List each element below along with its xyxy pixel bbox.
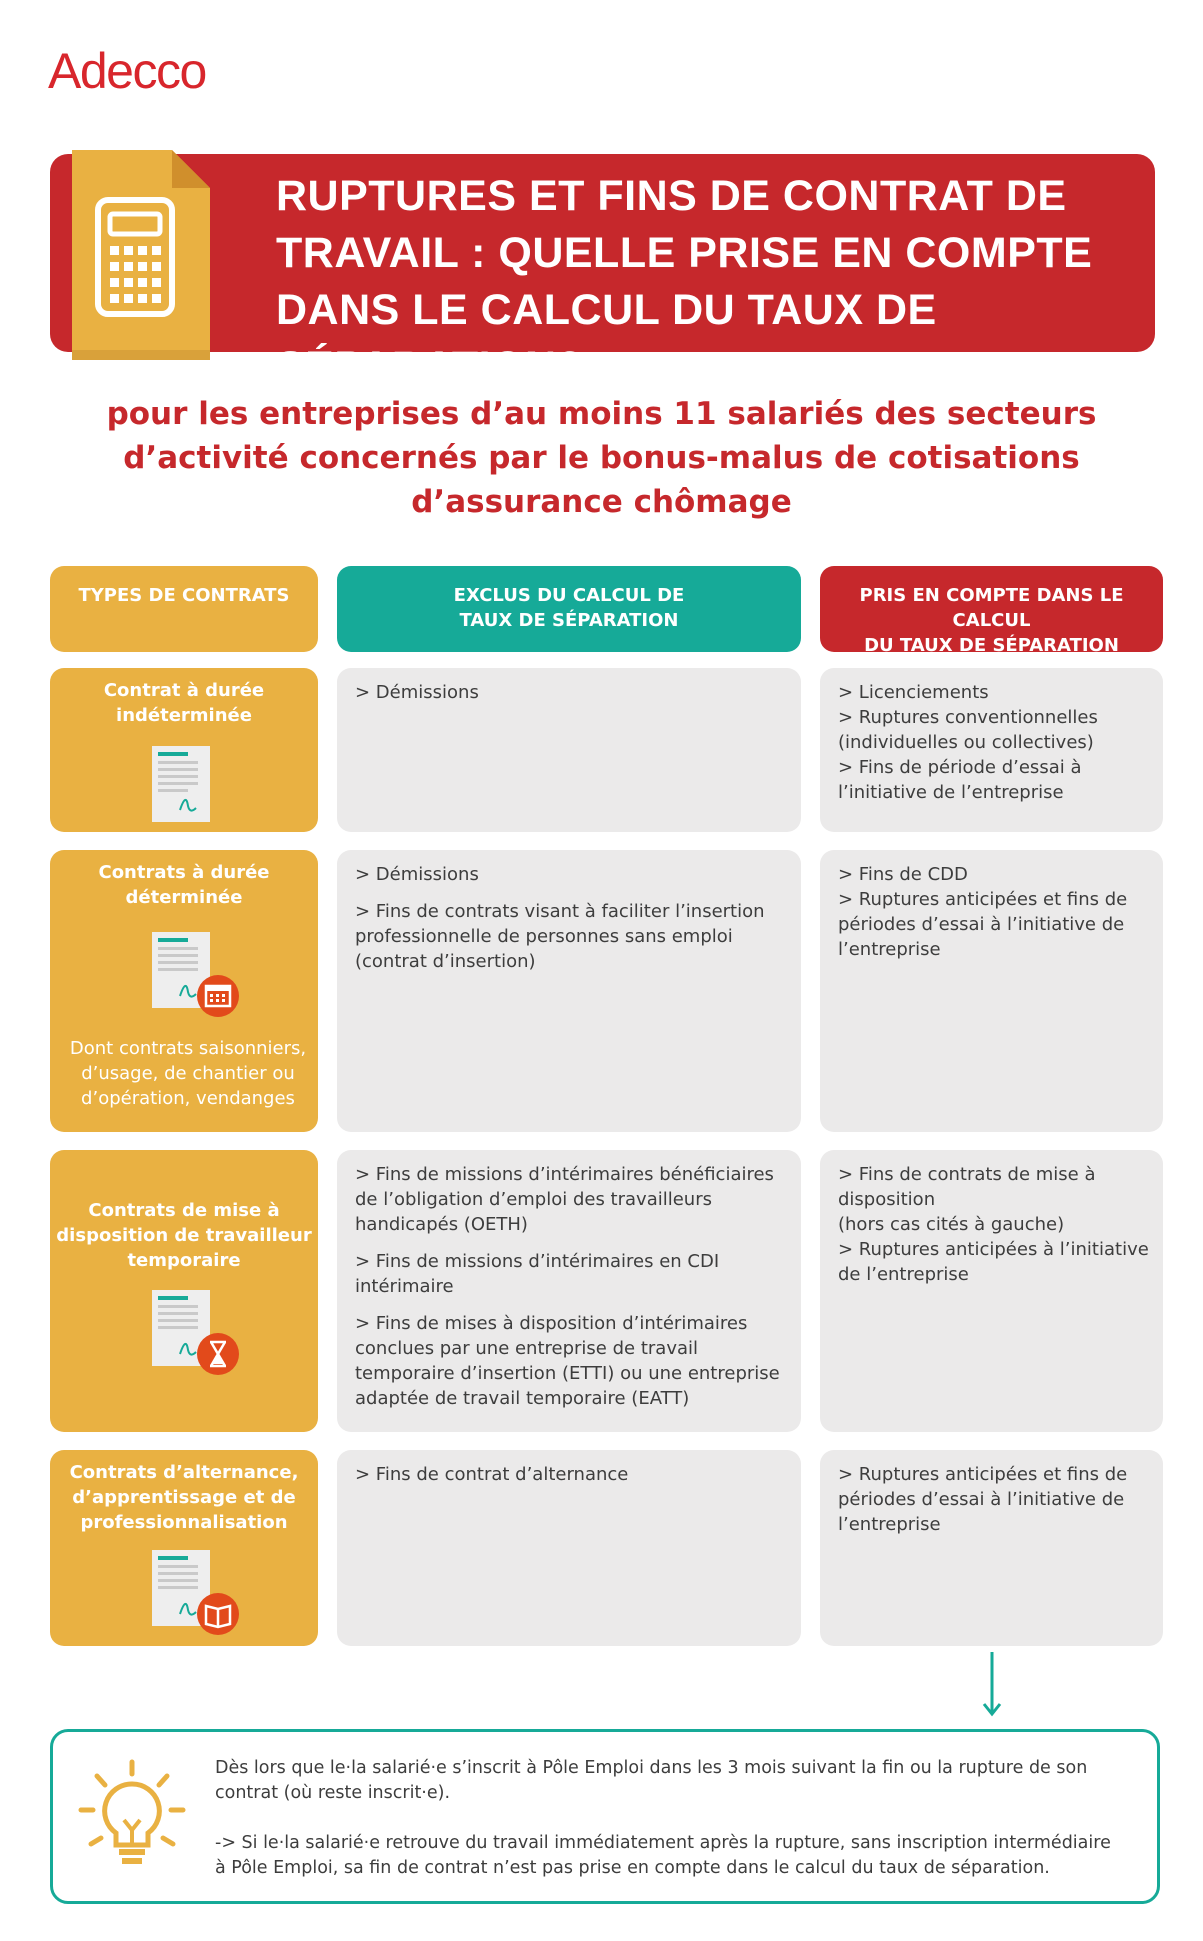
type-title-line3: temporaire (127, 1250, 241, 1271)
contract-document-icon (148, 742, 238, 832)
excluded-cell-cdd (337, 850, 801, 1132)
page-title: RUPTURES ET FINS DE CONTRAT DE TRAVAIL : QUELLE PRISE EN COMPTE DANS LE CALCUL DU TAUX DE SÉPARATION? (276, 172, 1093, 391)
header-excluded-line2: TAUX DE SÉPARATION (459, 610, 679, 631)
included-item: (hors cas cités à gauche) (838, 1214, 1065, 1235)
type-title-line1: Contrats de mise à (88, 1200, 280, 1221)
footer-line2: -> Si le·la salarié·e retrouve du travail immédiatement après la rupture, sans inscription intermédiaire à Pôle Emploi, sa fin de contrat n’est pas prise en compte dans le calcul du taux de séparation. (215, 1833, 1111, 1878)
title-banner (50, 154, 1155, 391)
header-included (820, 566, 1163, 656)
type-title-line3: professionnalisation (80, 1512, 288, 1533)
included-cell-alternance (820, 1450, 1163, 1646)
type-cell-alternance (50, 1450, 318, 1646)
contract-hourglass-icon (148, 1286, 260, 1386)
type-cell-interim (50, 1150, 318, 1432)
type-title-line2: disposition de travailleur (56, 1225, 312, 1246)
contract-book-icon (148, 1546, 260, 1646)
included-item: > Fins de contrats de mise à disposition (838, 1164, 1096, 1210)
header-included-line1: PRIS EN COMPTE DANS LE CALCUL (859, 585, 1124, 631)
included-cell-interim (820, 1150, 1163, 1432)
header-excluded-line1: EXCLUS DU CALCUL DE (453, 585, 685, 606)
type-title-line2: déterminée (125, 887, 243, 908)
included-item: > Ruptures anticipées et fins de périodes d’essai à l’initiative de l’entreprise (838, 889, 1128, 960)
type-note: Dont contrats saisonniers, d’usage, de chantier ou d’opération, vendanges (69, 1038, 307, 1109)
excluded-item: > Démissions (355, 864, 479, 885)
included-cell-cdd (820, 850, 1163, 1132)
header-types (50, 566, 318, 652)
header-excluded (337, 566, 801, 652)
excluded-item: > Fins de missions d’intérimaires en CDI intérimaire (355, 1251, 720, 1297)
subtitle: pour les entreprises d’au moins 11 salariés des secteurs d’activité concernés par le bonus-malus de cotisations d’assurance chômage (106, 396, 1097, 520)
type-cell-cdi (50, 668, 318, 832)
included-item: > Fins de CDD (838, 864, 968, 885)
type-title-line1: Contrat à durée (103, 680, 265, 701)
type-title-line1: Contrats à durée (98, 862, 270, 883)
type-title-line1: Contrats d’alternance, (69, 1462, 299, 1483)
excluded-item: > Fins de mises à disposition d’intérimaires conclues par une entreprise de travail temporaire d’insertion (ETTI) ou une entreprise adaptée de travail temporaire (EATT) (355, 1313, 780, 1409)
included-item: > Fins de période d’essai à l’initiative de l’entreprise (838, 757, 1082, 803)
header-included-line2: DU TAUX DE SÉPARATION (864, 635, 1119, 656)
excluded-cell-interim (337, 1150, 801, 1432)
calculator-document-icon (72, 142, 210, 364)
excluded-cell-alternance (337, 1450, 801, 1646)
included-item: > Ruptures anticipées et fins de périodes d’essai à l’initiative de l’entreprise (838, 1464, 1128, 1535)
excluded-cell-cdi (337, 668, 801, 832)
arrow-down-icon (982, 1652, 1002, 1722)
included-item: > Ruptures conventionnelles (individuelles ou collectives) (838, 707, 1098, 753)
excluded-item: > Démissions (355, 682, 479, 703)
footer-line1: Dès lors que le·la salarié·e s’inscrit à Pôle Emploi dans les 3 mois suivant la fin ou la rupture de son contrat (où reste inscrit·e). (215, 1758, 1088, 1803)
footer-note (50, 1729, 1160, 1904)
excluded-item: > Fins de contrats visant à faciliter l’insertion professionnelle de personnes sans emploi (contrat d’insertion) (355, 901, 765, 972)
included-cell-cdi (820, 668, 1163, 832)
type-cell-cdd (50, 850, 318, 1132)
type-title-line2: indéterminée (116, 705, 252, 726)
contract-calendar-icon (148, 928, 260, 1028)
excluded-item: > Fins de missions d’intérimaires bénéficiaires de l’obligation d’emploi des travailleurs handicapés (OETH) (355, 1164, 774, 1235)
included-item: > Ruptures anticipées à l’initiative de l’entreprise (838, 1239, 1149, 1285)
excluded-item: > Fins de contrat d’alternance (355, 1464, 629, 1485)
lightbulb-icon (77, 1758, 187, 1878)
adecco-logo: Adecco (48, 43, 206, 99)
type-title-line2: d’apprentissage et de (72, 1487, 296, 1508)
included-item: > Licenciements (838, 682, 989, 703)
header-types-label: TYPES DE CONTRATS (78, 585, 290, 606)
